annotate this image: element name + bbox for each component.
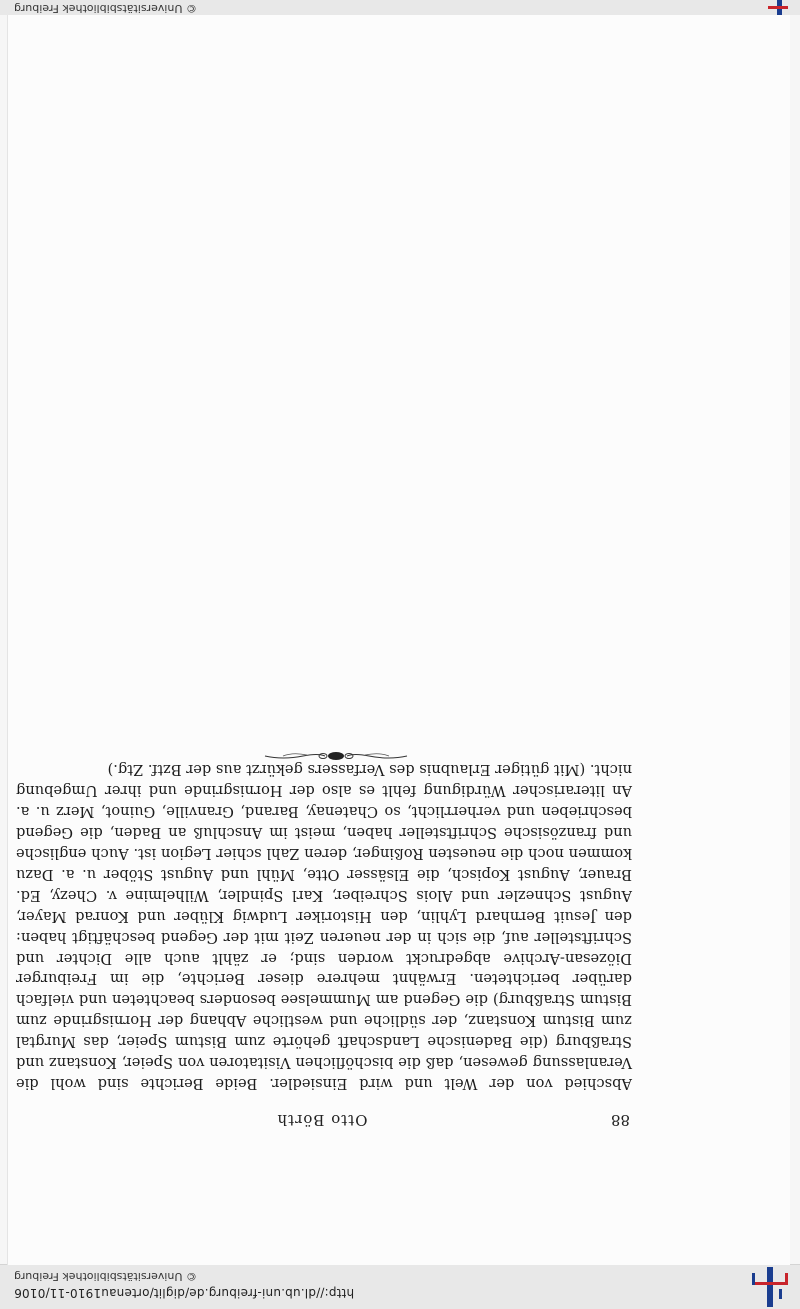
page-number: 88 xyxy=(610,1111,630,1129)
document-url[interactable]: http://dl.ub.uni-freiburg.de/diglit/ortenau1910-11/0106 xyxy=(14,1286,355,1300)
scanned-page xyxy=(7,15,790,1265)
footer-copyright: © Universitätsbibliothek Freiburg xyxy=(14,2,197,15)
viewer-header-bar xyxy=(0,1264,800,1309)
ub-freiburg-logo-icon xyxy=(750,0,790,15)
decorative-divider-ornament-icon xyxy=(263,749,409,763)
body-text xyxy=(16,759,632,1094)
copyright-notice: © Universitätsbibliothek Freiburg xyxy=(14,1270,197,1283)
ub-freiburg-logo-icon xyxy=(748,1267,792,1307)
paragraph: Abschied von der Welt und wird Einsiedler. Beide Berichte sind wohl die Veranlassung gewesen, daß die bischöflichen Visitatoren von Speier, Konstanz und Straßburg (die Badenische Landschaft gehörte zum Bistum Speier, das Murgtal zum Bistum Konstanz, der südliche und westliche Abhang der Hornisgrinde zum Bistum Straßburg) die Gegend am Mummelsee besonders beachteten und vielfach darüber berichteten. Erwähnt mehrere dieser Berichte, die im Freiburger Diözesan-Archive abgedruckt worden sind; er zählt auch alle Dichter und Schriftsteller auf, die sich in der neueren Zeit mit der Gegend beschäftigt haben: den Jesuit Bernhard Lyhlin, den Historiker Ludwig Klüber und Konrad Mayer, August Schnezler und Alois Schreiber, Karl Spindler, Wilhelmine v. Chezy, Ed. Brauer, August Kopisch, die Elsässer Otte, Mühl und August Stöber u. a. Dazu kommen noch die neuesten Roßinger, deren Zahl schier Legion ist. Auch englische und französische Schriftsteller haben, meist im Anschluß an Baden, die Gegend beschrieben und verherrlicht, so Chatenay, Barand, Granville, Guinot, Merz u. a. An literarischer Würdigung fehlt es also der Hornisgrinde und ihrer Umgebung nicht. (Mit gütiger Erlaubnis des Verfassers gekürzt aus der Bztf. Ztg.) xyxy=(16,761,632,1092)
page-header xyxy=(14,1107,630,1129)
running-title: Otto Börth xyxy=(276,1111,368,1129)
viewer-footer-bar xyxy=(0,0,800,15)
